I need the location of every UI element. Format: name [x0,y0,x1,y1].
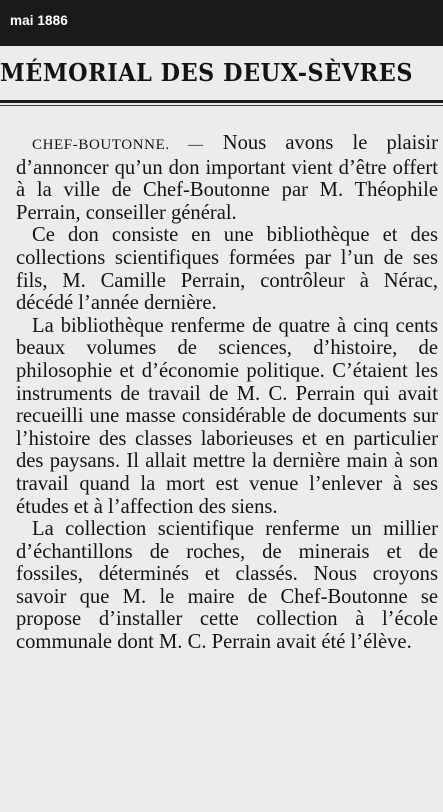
page-title: mai 1886 [10,13,68,28]
article-paragraph [16,132,438,224]
article-paragraph: La collection scientifique renferme un millier d’échantillons de roches, de minerais et de fossiles, déterminés et classés. Nous croyons savoir que M. le maire de Chef-Boutonne se propose d’installer cette collection à l’école communale dont M. C. Perrain avait été l’élève. [16,518,438,654]
article-paragraph: Ce don consiste en une bibliothèque et des collections scientifiques formées par l’un de ses fils, M. Camille Perrain, contrôleur à Nérac, décédé l’année dernière. [16,224,438,315]
article-paragraph: La bibliothèque renferme de quatre à cinq cents beaux volumes de sciences, d’histoire, de philosophie et d’économie politique. C’étaient les instruments de travail de M. C. Perrain qui avait recueilli une masse considérable de documents sur l’histoire des classes laborieuses et en particulier des paysans. Il allait mettre la dernière main à son travail quand la mort est venue l’enlever à ses études et à l’affection des siens. [16,314,438,518]
article-paragraph-text: Nous avons le plaisir d’annoncer qu’un don important vient d’être offert à la ville de Chef-Boutonne par M. Théophile Perrain, conseiller général. [16,132,438,224]
newspaper-masthead: MÉMORIAL DES DEUX-SÈVRES [0,58,414,87]
article-body [16,132,438,654]
top-bar [0,0,443,46]
article-dateline: CHEF-BOUTONNE. — [32,137,204,153]
masthead-rule [0,100,443,103]
newspaper-clipping [0,46,443,812]
masthead-rule-thin [0,105,443,106]
